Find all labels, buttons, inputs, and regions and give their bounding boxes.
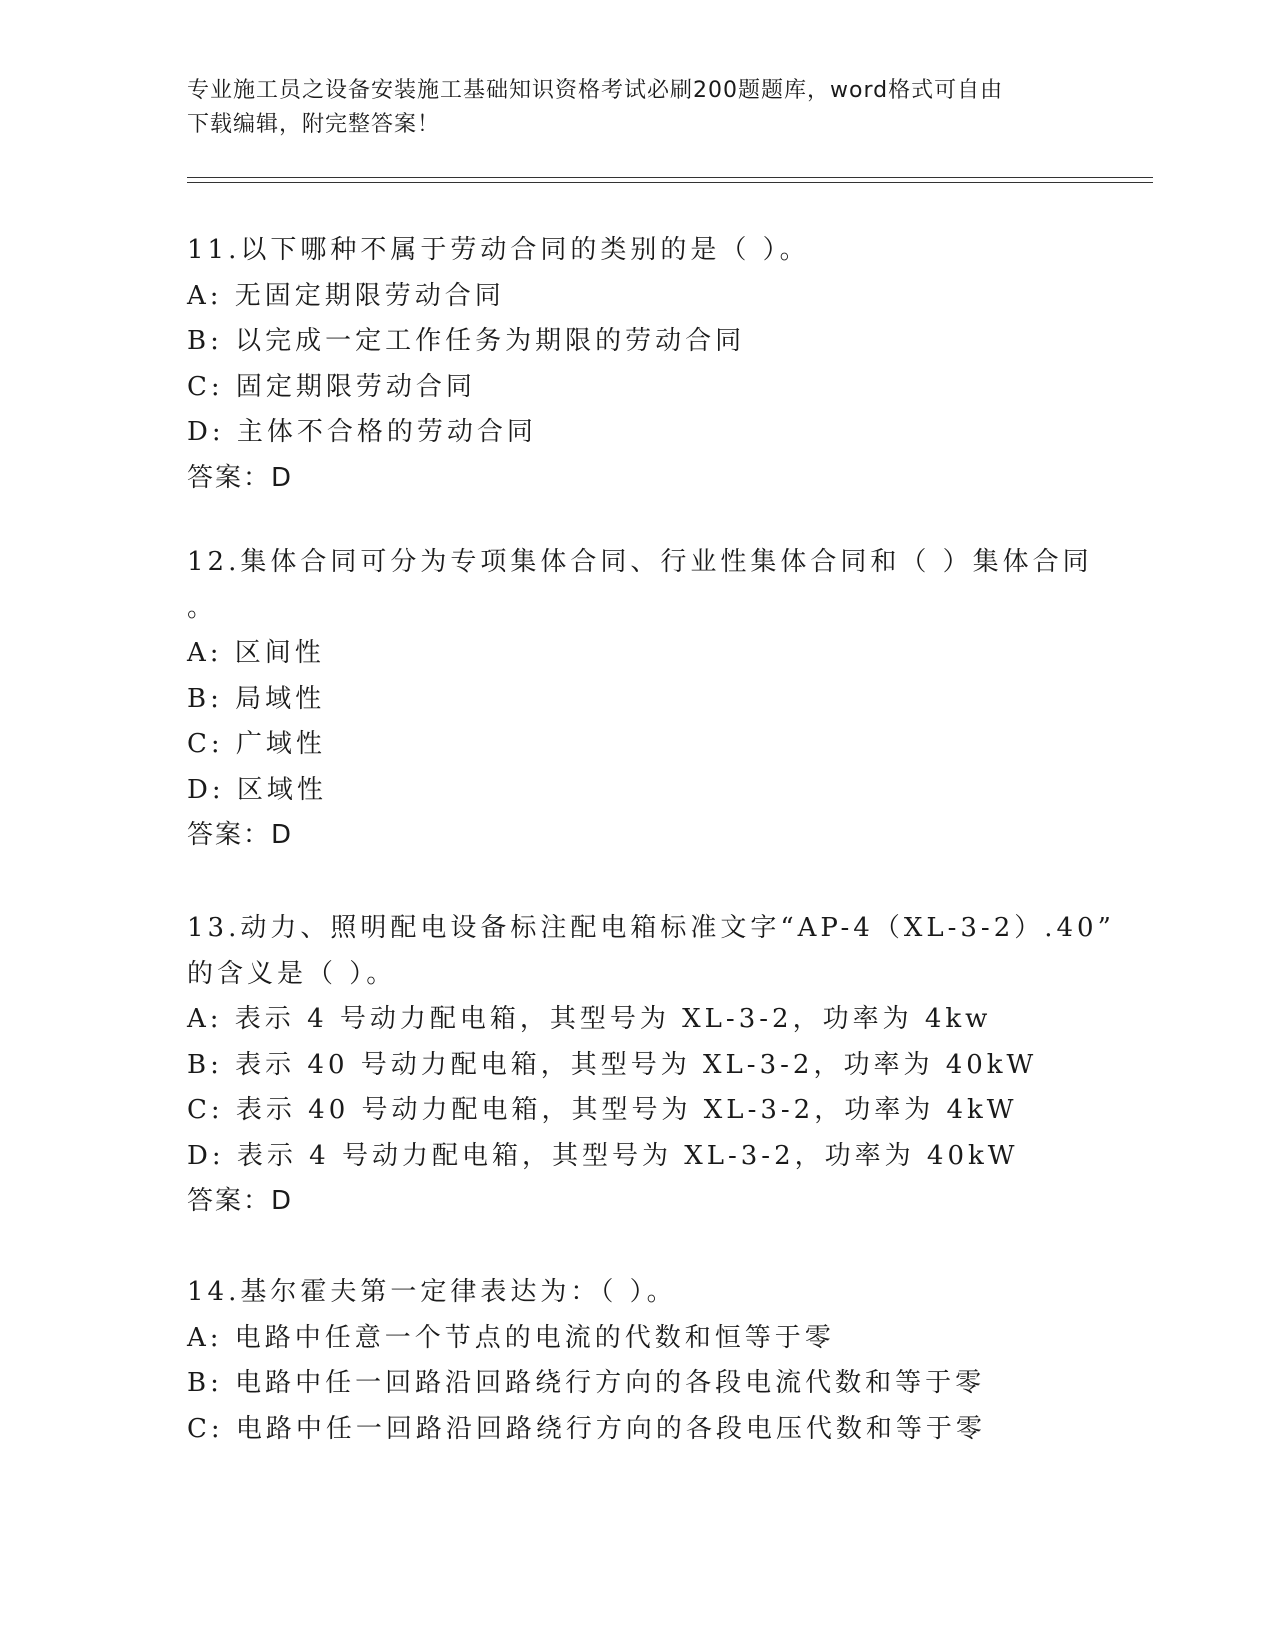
question-11: [187, 228, 1087, 501]
question-stem: 14.基尔霍夫第一定律表达为：（ ）。: [187, 1277, 677, 1307]
option-c: C: 固定期限劳动合同: [187, 371, 476, 402]
option-d: D: 表示 4 号动力配电箱，其型号为 XL-3-2，功率为 40kW: [187, 1140, 1019, 1171]
header-line-2: 下载编辑，附完整答案！: [187, 112, 441, 137]
answer-label: 答案：D: [187, 1186, 294, 1216]
option-b: B: 局域性: [187, 683, 326, 714]
question-13: [187, 906, 1115, 1225]
option-d: D: 区域性: [187, 774, 327, 805]
option-b: B: 电路中任一回路沿回路绕行方向的各段电流代数和等于零: [187, 1368, 986, 1398]
document-header: [187, 74, 1067, 142]
option-a: A: 表示 4 号动力配电箱，其型号为 XL-3-2，功率为 4kw: [187, 1004, 992, 1034]
header-divider-bottom: [187, 182, 1153, 183]
option-c: C: 表示 40 号动力配电箱，其型号为 XL-3-2，功率为 4kW: [187, 1095, 1018, 1125]
option-a: A: 电路中任意一个节点的电流的代数和恒等于零: [187, 1322, 835, 1353]
option-a: A: 无固定期限劳动合同: [187, 280, 505, 311]
option-d: D: 主体不合格的劳动合同: [187, 417, 537, 447]
question-stem-continued: 的含义是（ ）。: [187, 958, 397, 989]
question-12: [187, 540, 1093, 859]
option-c: C: 电路中任一回路沿回路绕行方向的各段电压代数和等于零: [187, 1413, 986, 1444]
question-stem: 12.集体合同可分为专项集体合同、行业性集体合同和（ ）集体合同: [187, 547, 1093, 577]
question-14: [187, 1270, 1087, 1452]
answer-label: 答案：D: [187, 820, 294, 850]
option-c: C: 广域性: [187, 729, 326, 759]
option-b: B: 表示 40 号动力配电箱，其型号为 XL-3-2，功率为 40kW: [187, 1049, 1038, 1080]
header-line-1: 专业施工员之设备安装施工基础知识资格考试必刷200题题库，word格式可自由: [187, 78, 1004, 103]
question-stem: 11.以下哪种不属于劳动合同的类别的是（ ）。: [187, 235, 810, 265]
question-stem: 13.动力、照明配电设备标注配电箱标准文字“AP-4（XL-3-2）.40”: [187, 913, 1115, 943]
option-a: A: 区间性: [187, 638, 325, 668]
header-divider-top: [187, 177, 1153, 178]
answer-label: 答案：D: [187, 462, 294, 493]
option-b: B: 以完成一定工作任务为期限的劳动合同: [187, 326, 746, 356]
question-stem-continued: 。: [187, 592, 218, 623]
